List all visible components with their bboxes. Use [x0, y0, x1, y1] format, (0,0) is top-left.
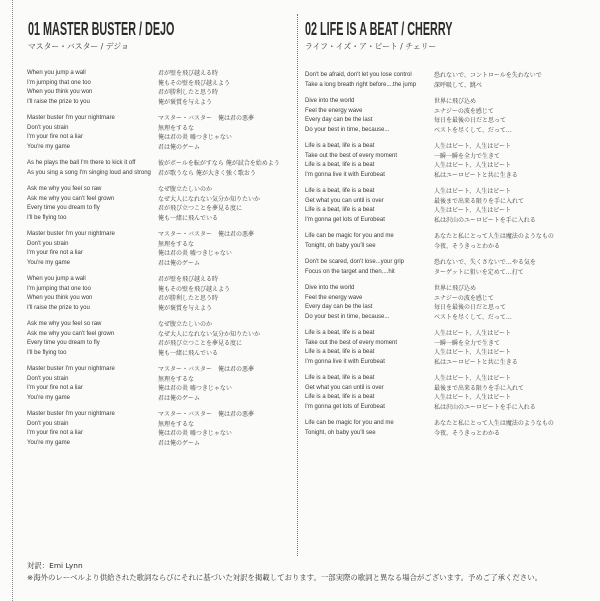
lyric-line — [27, 79, 280, 89]
lyric-english: Every time you dream to fly — [27, 205, 100, 211]
lyric-japanese: なぜ大人になれない気分か知りたいか — [158, 195, 261, 203]
lyric-line — [27, 240, 280, 250]
lyric-english: Get what you can until is over — [305, 384, 384, 391]
column-divider — [297, 14, 298, 556]
lyric-line — [27, 339, 280, 349]
lyric-japanese: ターゲットに狙いを定めて…打て — [434, 268, 524, 276]
lyric-line — [27, 133, 280, 143]
lyric-japanese: 俺も一緒に飛んでいる — [158, 349, 219, 357]
lyric-japanese: 人生はビート、人生はビート — [434, 207, 511, 214]
song-title-1 — [28, 19, 174, 39]
lyric-japanese: 私はユーロビートと共に生きる — [434, 171, 518, 179]
lyrics-disclaimer: ※海外のレーベルより供給された歌詞ならびにそれに基づいた対訳を掲載しております。一部実際の歌詞と異なる場合がございます。予めご了承ください。 — [27, 573, 542, 582]
lyric-line — [27, 185, 280, 195]
lyric-line — [27, 330, 280, 340]
lyric-line — [305, 393, 554, 403]
lyric-line — [305, 358, 554, 368]
lyric-english: I'm gonna get lots of Eurobeat — [305, 403, 385, 410]
lyric-line — [305, 374, 554, 384]
lyric-english: Feel the energy wave — [305, 294, 363, 301]
lyric-japanese: 君は俺のゲーム — [158, 394, 201, 402]
lyric-line — [27, 429, 280, 439]
lyrics-column-1 — [27, 69, 280, 448]
lyric-english: I'm jumping that one too — [27, 79, 91, 86]
stanza — [27, 230, 280, 268]
lyric-japanese: 世界に飛び込め — [434, 98, 477, 105]
lyric-japanese: マスター・バスター 俺は君の悪夢 — [158, 115, 255, 122]
lyric-japanese: 人生はビート、人生はビート — [434, 188, 511, 195]
lyric-english: I'll be flying too — [27, 349, 67, 356]
lyric-japanese: 人生はビート、人生はビート — [434, 349, 511, 356]
lyric-line — [305, 429, 554, 439]
lyric-japanese: 人生はビート、人生はビート — [434, 162, 511, 169]
lyric-english: Every time you dream to fly — [27, 340, 100, 346]
lyric-line — [27, 214, 280, 224]
lyric-line — [305, 268, 554, 278]
lyric-english: Every day can be the last — [305, 304, 373, 310]
lyric-line — [27, 143, 280, 153]
lyric-english: Take a long breath right before....the jump — [305, 81, 417, 88]
lyric-line — [27, 204, 280, 214]
lyric-japanese: 一瞬一瞬を全力で生きて — [434, 339, 501, 347]
lyric-japanese: マスター・バスター 俺は君の悪夢 — [158, 411, 255, 418]
lyric-line — [305, 384, 554, 394]
lyric-line — [27, 349, 280, 359]
lyric-japanese: 人生はビート、人生はビート — [434, 375, 511, 382]
lyric-english: Tonight, oh baby you'll see — [305, 429, 376, 436]
lyric-japanese: 私はユーロビートと共に生きる — [434, 358, 518, 366]
lyric-line — [305, 161, 554, 171]
lyric-japanese: 君が壁を飛び越える時 — [158, 70, 219, 77]
lyric-english: Life is a beat, life is a beat — [305, 394, 375, 400]
lyric-english: I'll raise the prize to you — [27, 304, 90, 311]
stanza — [305, 187, 554, 225]
lyric-english: Life is a beat, life is a beat — [305, 207, 375, 213]
lyric-line — [27, 304, 280, 314]
lyric-line — [27, 159, 280, 169]
lyric-english: Focus on the target and then....hit — [305, 268, 395, 275]
lyric-english: I'm gonna get lots of Eurobeat — [305, 216, 385, 223]
song-title-text: LIFE IS A BEAT / CHERRY — [320, 19, 453, 39]
stanza — [305, 142, 554, 180]
song-title-2 — [305, 19, 452, 39]
lyric-line — [305, 339, 554, 349]
stanza — [305, 284, 554, 322]
lyric-english: Life is a beat, life is a beat — [305, 330, 375, 336]
lyric-line — [27, 249, 280, 259]
lyric-english: Life is a beat, life is a beat — [305, 375, 375, 381]
lyric-japanese: 俺も一緒に飛んでいる — [158, 214, 219, 222]
lyric-japanese: ベストを尽くして、だって… — [434, 126, 512, 134]
lyric-english: When you jump a wall — [27, 276, 86, 282]
lyric-japanese: 毎日を最後の日だと思って — [434, 304, 507, 311]
stanza — [27, 185, 280, 223]
lyric-english: Do your best in time, because... — [305, 313, 390, 320]
song-subtitle-1: マスター・バスター / デジョ — [28, 42, 129, 51]
lyric-japanese: 彼がボールを転がすなら 俺が試合を始めよう — [158, 160, 280, 167]
lyric-english: As you sing a song I'm singing loud and strong — [27, 169, 151, 176]
stanza — [305, 97, 554, 135]
lyric-english: I'm gonna live it with Eurobeat — [305, 171, 385, 178]
lyric-line — [27, 69, 280, 79]
lyric-japanese: マスター・バスター 俺は君の悪夢 — [158, 366, 255, 373]
lyric-japanese: 今夜、そうきっとわかる — [434, 242, 501, 250]
lyrics-column-2 — [305, 71, 554, 438]
lyric-japanese: なぜ大人になれない気分か知りたいか — [158, 330, 261, 338]
lyric-line — [27, 169, 280, 179]
lyric-line — [27, 275, 280, 285]
lyric-english: I'll be flying too — [27, 214, 67, 221]
stanza — [27, 410, 280, 448]
lyric-japanese: ベストを尽くして、だって… — [434, 313, 512, 321]
lyric-japanese: 君が飛び立つことを夢見る度に — [158, 205, 243, 212]
lyric-japanese: 君が飛び立つことを夢見る度に — [158, 340, 243, 347]
lyric-line — [27, 259, 280, 269]
lyric-english: Don't you strain — [27, 375, 69, 382]
stanza — [305, 232, 554, 251]
lyric-line — [27, 394, 280, 404]
lyric-line — [305, 403, 554, 413]
lyric-japanese: 今夜、そうきっとわかる — [434, 429, 501, 437]
lyric-japanese: 恐れないで、失くさないで…やる気を — [434, 259, 536, 266]
lyric-japanese: 君が壁を飛び越える時 — [158, 276, 219, 283]
lyric-line — [305, 313, 554, 323]
lyric-line — [27, 384, 280, 394]
lyric-line — [27, 294, 280, 304]
lyric-line — [305, 294, 554, 304]
lyric-english: I'll raise the prize to you — [27, 98, 90, 105]
lyric-japanese: 俺は君の炎 嘘つきじゃない — [158, 250, 232, 257]
lyric-english: Don't be afraid, don't let you lose control — [305, 72, 412, 78]
lyric-english: Life is a beat, life is a beat — [305, 143, 375, 149]
lyric-line — [27, 375, 280, 385]
lyric-english: I'm gonna live it with Eurobeat — [305, 358, 385, 365]
lyric-english: Tonight, oh baby you'll see — [305, 242, 376, 249]
lyric-english: Don't you strain — [27, 124, 69, 131]
lyric-japanese: 俺は君の炎 嘘つきじゃない — [158, 430, 232, 437]
lyric-line — [305, 97, 554, 107]
lyric-japanese: 無理をするな — [158, 420, 195, 428]
lyric-japanese: 君は俺のゲーム — [158, 439, 201, 447]
lyric-english: I'm your fire not a liar — [27, 134, 83, 140]
track-number: 01 — [28, 19, 41, 39]
lyric-english: Life can be magic for you and me — [305, 233, 394, 239]
lyric-english: When you jump a wall — [27, 70, 86, 76]
lyric-english: Dive into the world — [305, 98, 355, 104]
lyric-english: Take out the best of every moment — [305, 339, 398, 346]
lyric-line — [305, 187, 554, 197]
lyric-line — [305, 232, 554, 242]
lyric-english: Take out the best of every moment — [305, 152, 398, 159]
lyric-japanese: 恐れないで、コントロールを失わないで — [434, 72, 542, 79]
lyric-line — [305, 107, 554, 117]
stanza — [27, 320, 280, 358]
lyric-japanese: 俺が褒賞を与えよう — [158, 304, 213, 312]
lyric-english: Ask me why you feel so raw — [27, 186, 102, 192]
lyric-english: You're my game — [27, 143, 70, 150]
lyric-line — [305, 348, 554, 358]
lyric-japanese: なぜ腹立たしいのか — [158, 321, 213, 328]
stanza — [305, 71, 554, 90]
lyric-line — [27, 195, 280, 205]
lyric-english: Don't be scared, don't lose...your grip — [305, 259, 405, 265]
lyric-line — [305, 329, 554, 339]
lyric-english: I'm your fire not a liar — [27, 385, 83, 391]
lyric-english: Dive into the world — [305, 285, 355, 291]
lyric-japanese: マスター・バスター 俺は君の悪夢 — [158, 231, 255, 238]
translator-credit: 対訳：Emi Lynn — [27, 561, 83, 570]
lyric-english: You're my game — [27, 394, 70, 401]
song-title-text: MASTER BUSTER / DEJO — [43, 19, 175, 39]
lyric-english: You're my game — [27, 439, 70, 446]
lyric-japanese: 人生はビート、人生はビート — [434, 394, 511, 401]
lyric-line — [305, 152, 554, 162]
lyric-english: Life is a beat, life is a beat — [305, 162, 375, 168]
lyric-line — [305, 126, 554, 136]
lyric-line — [27, 88, 280, 98]
lyric-line — [305, 142, 554, 152]
song-subtitle-2: ライフ・イズ・ア・ビート / チェリー — [305, 42, 437, 51]
lyric-japanese: 私は沢山のユーロビートを手に入れる — [434, 216, 536, 224]
lyric-japanese: 世界に飛び込め — [434, 285, 477, 292]
lyric-japanese: 私は沢山のユーロビートを手に入れる — [434, 403, 536, 411]
stanza — [27, 69, 280, 107]
stanza — [305, 258, 554, 277]
lyric-line — [305, 206, 554, 216]
lyric-english: Ask me why you can't feel grown — [27, 195, 115, 202]
lyric-line — [305, 242, 554, 252]
lyric-english: You're my game — [27, 259, 70, 266]
lyric-english: Master buster I'm your nightmare — [27, 411, 115, 417]
lyric-japanese: 君は俺のゲーム — [158, 259, 201, 267]
lyric-japanese: 俺は君の炎 嘘つきじゃない — [158, 385, 232, 392]
lyric-japanese: あなたと私にとって人生は魔法のようなもの — [434, 420, 554, 427]
lyric-english: Ask me why you feel so raw — [27, 321, 102, 327]
lyric-japanese: なぜ腹立たしいのか — [158, 186, 213, 193]
stanza — [27, 159, 280, 178]
lyric-line — [27, 439, 280, 449]
lyric-line — [305, 303, 554, 313]
lyric-english: I'm your fire not a liar — [27, 250, 83, 256]
lyric-line — [305, 216, 554, 226]
lyric-english: Don't you strain — [27, 420, 69, 427]
lyric-line — [305, 81, 554, 91]
lyric-line — [27, 285, 280, 295]
lyric-english: Master buster I'm your nightmare — [27, 115, 115, 121]
page-edge-line — [12, 0, 13, 601]
lyric-english: Life is a beat, life is a beat — [305, 188, 375, 194]
lyric-japanese: 俺は君の炎 嘘つきじゃない — [158, 134, 232, 141]
lyric-english: Don't you strain — [27, 240, 69, 247]
lyric-line — [27, 230, 280, 240]
lyric-line — [27, 320, 280, 330]
lyric-english: I'm jumping that one too — [27, 285, 91, 292]
lyric-japanese: 無理をするな — [158, 240, 195, 248]
lyric-japanese: 一瞬一瞬を全力で生きて — [434, 152, 501, 160]
lyric-line — [305, 71, 554, 81]
lyric-line — [27, 124, 280, 134]
lyric-japanese: 無理をするな — [158, 375, 195, 383]
stanza — [27, 114, 280, 152]
lyric-english: Feel the energy wave — [305, 107, 363, 114]
lyric-line — [27, 365, 280, 375]
lyric-japanese: エナジーの波を感じて — [434, 294, 494, 302]
lyric-japanese: 毎日を最後の日だと思って — [434, 117, 507, 124]
lyric-english: Do your best in time, because... — [305, 126, 390, 133]
lyric-line — [305, 116, 554, 126]
lyric-english: When you think you won — [27, 295, 93, 301]
lyric-line — [305, 419, 554, 429]
lyric-english: When you think you won — [27, 89, 93, 95]
lyric-line — [27, 114, 280, 124]
lyric-line — [305, 258, 554, 268]
lyric-line — [305, 284, 554, 294]
lyric-japanese: 深呼吸して、跳べ — [434, 81, 482, 89]
lyric-line — [27, 410, 280, 420]
stanza — [305, 374, 554, 412]
lyric-english: As he plays the ball I'm there to kick it off — [27, 160, 136, 166]
stanza — [305, 419, 554, 438]
lyric-japanese: あなたと私にとって人生は魔法のようなもの — [434, 233, 554, 240]
lyric-line — [305, 171, 554, 181]
lyric-english: I'm your fire not a liar — [27, 430, 83, 436]
lyric-japanese: 君が勝利したと思う時 — [158, 89, 219, 96]
lyric-japanese: 最後まで出来る限りを手に入れて — [434, 384, 525, 392]
lyric-english: Life can be magic for you and me — [305, 420, 394, 426]
lyric-japanese: 君は俺のゲーム — [158, 143, 201, 151]
lyric-english: Every day can be the last — [305, 117, 373, 123]
lyric-japanese: 人生はビート、人生はビート — [434, 143, 511, 150]
track-number: 02 — [305, 19, 318, 39]
lyric-line — [305, 197, 554, 207]
lyric-line — [27, 420, 280, 430]
lyric-line — [27, 98, 280, 108]
lyric-english: Ask me why you can't feel grown — [27, 330, 115, 337]
lyric-japanese: 君が勝利したと思う時 — [158, 295, 219, 302]
lyric-japanese: 俺もその壁を飛び越えよう — [158, 285, 231, 293]
lyric-japanese: 俺もその壁を飛び越えよう — [158, 79, 231, 87]
lyric-japanese: 最後まで出来る限りを手に入れて — [434, 197, 525, 205]
lyric-japanese: エナジーの波を感じて — [434, 107, 494, 115]
stanza — [27, 365, 280, 403]
lyric-japanese: 俺が褒賞を与えよう — [158, 98, 213, 106]
lyric-english: Master buster I'm your nightmare — [27, 231, 115, 237]
lyric-japanese: 無理をするな — [158, 124, 195, 132]
stanza — [27, 275, 280, 313]
lyric-japanese: 君が歌うなら 俺が大きく強く歌おう — [158, 169, 256, 177]
stanza — [305, 329, 554, 367]
lyric-japanese: 人生はビート、人生はビート — [434, 330, 511, 337]
lyric-english: Master buster I'm your nightmare — [27, 366, 115, 372]
lyric-english: Get what you can until is over — [305, 197, 384, 204]
lyric-english: Life is a beat, life is a beat — [305, 349, 375, 355]
